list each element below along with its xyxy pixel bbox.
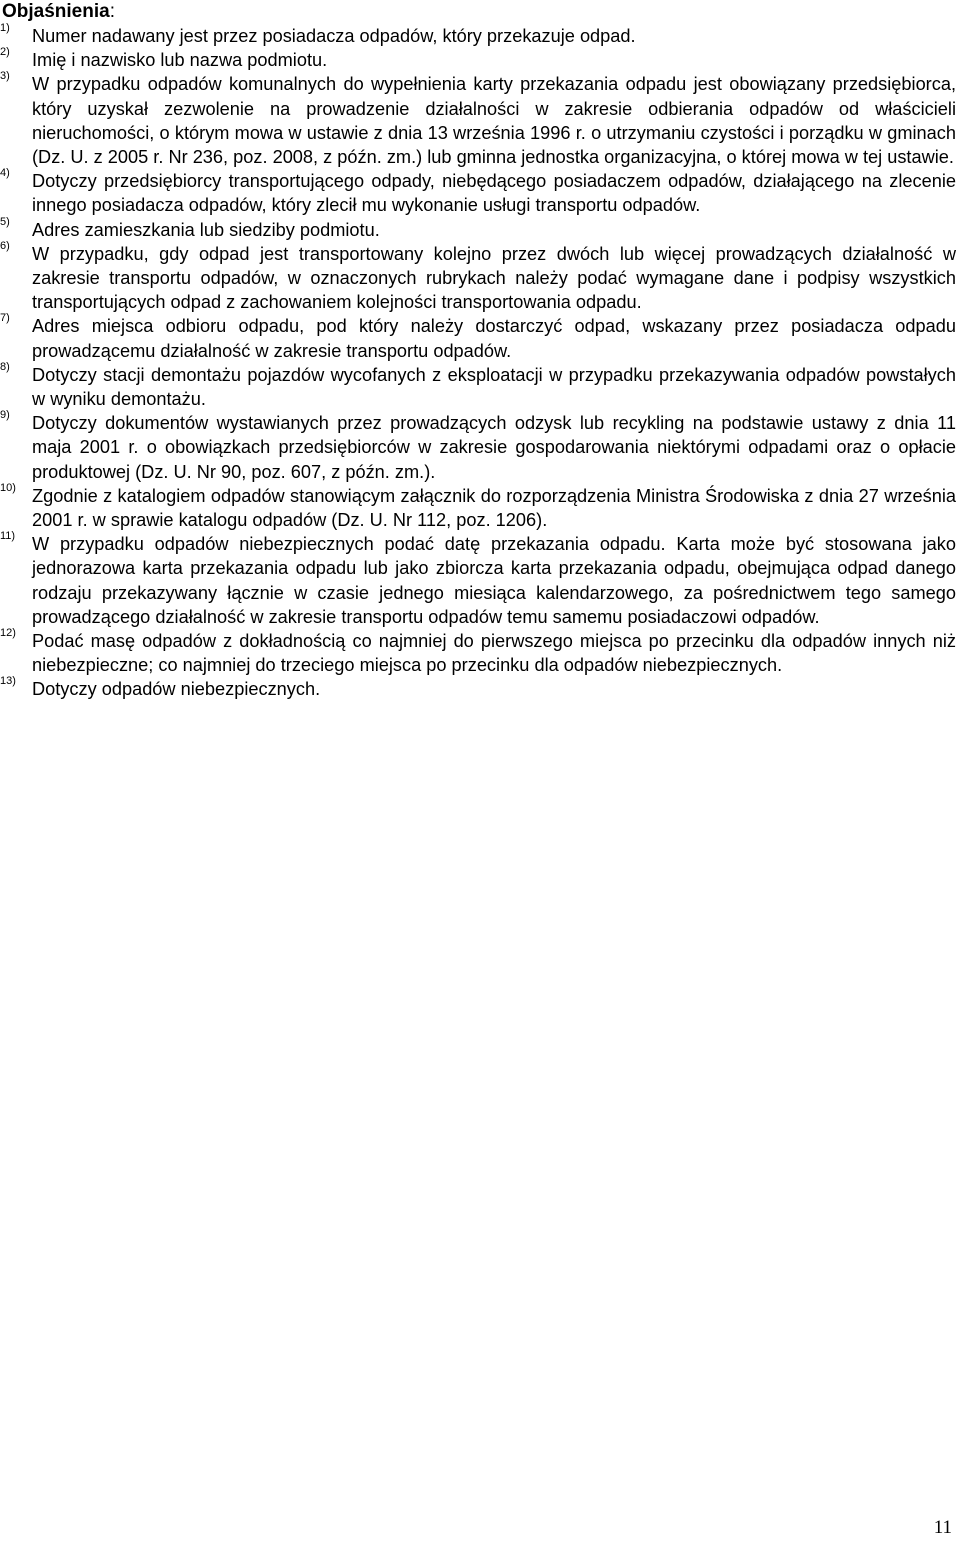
footnote-text: Zgodnie z katalogiem odpadów stanowiącym załącznik do rozporządzenia Ministra Środowiska z dnia 27 września 2001 r. w sprawie katalogu odpadów (Dz. U. Nr 112, poz. 1206). <box>32 485 956 531</box>
footnote-9 <box>0 411 956 484</box>
footnote-number: 8) <box>0 360 10 373</box>
footnote-text: Dotyczy dokumentów wystawianych przez prowadzących odzysk lub recykling na podstawie ustawy z dnia 11 maja 2001 r. o obowiązkach przedsiębiorców w zakresie gospodarowania niektórymi odpadami oraz o opłacie produktowej (Dz. U. Nr 90, poz. 607, z późn. zm.). <box>32 413 956 482</box>
footnote-5 <box>0 215 956 242</box>
footnote-number: 3) <box>0 70 10 83</box>
footnote-number: 9) <box>0 409 10 422</box>
footnote-1 <box>0 24 956 48</box>
footnote-text: Dotyczy odpadów niebezpiecznych. <box>32 679 321 700</box>
footnote-6 <box>0 239 956 315</box>
footnote-number: 4) <box>0 167 10 180</box>
footnote-3 <box>0 72 956 169</box>
heading-colon: : <box>109 1 115 22</box>
footnote-7 <box>0 314 956 362</box>
footnote-number: 12) <box>0 627 16 640</box>
footnote-number: 7) <box>0 312 10 325</box>
footnote-12 <box>0 629 956 677</box>
footnote-number: 13) <box>0 675 16 688</box>
footnotes-list <box>0 24 960 702</box>
footnote-text: Adres miejsca odbioru odpadu, pod który należy dostarczyć odpad, wskazany przez posiadacza odpadu prowadzącemu działalność w zakresie transportu odpadów. <box>32 316 956 361</box>
page-number: 11 <box>933 1517 952 1538</box>
footnote-number: 11) <box>0 530 16 543</box>
footnote-11 <box>0 532 956 629</box>
footnote-text: Podać masę odpadów z dokładnością co najmniej do pierwszego miejsca po przecinku dla odpadów innych niż niebezpieczne; co najmniej do trzeciego miejsca po przecinku dla odpadów niebezpiecznych. <box>32 631 956 676</box>
footnote-text: W przypadku, gdy odpad jest transportowany kolejno przez dwóch lub więcej prowadzących działalność w zakresie transportu odpadów, w oznaczonych rubrykach należy podać wymagane dane i podpisy wszystkich transportujących odpad z zachowaniem kolejności transportowania odpadu. <box>32 243 956 313</box>
footnote-2 <box>0 48 956 72</box>
footnote-text: Dotyczy przedsiębiorcy transportującego odpady, niebędącego posiadaczem odpadów, działającego na zlecenie innego posiadacza odpadów, który zlecił mu wykonanie usługi transportu odpadów. <box>32 171 956 216</box>
footnote-number: 5) <box>0 215 10 228</box>
footnote-number: 10) <box>0 481 16 494</box>
footnote-8 <box>0 360 956 411</box>
footnote-number: 1) <box>0 22 10 34</box>
footnote-10 <box>0 481 956 532</box>
footnote-text: Imię i nazwisko lub nazwa podmiotu. <box>32 50 328 71</box>
footnote-text: W przypadku odpadów niebezpiecznych podać datę przekazania odpadu. Karta może być stosowana jako jednorazowa karta przekazania odpadu lub jako zbiorcza karta przekazania odpadu, obejmująca odpad danego rodzaju przekazywany łącznie w czasie jednego miesiąca kalendarzowego, za pośrednictwem tego samego prowadzącego działalność w zakresie transportu odpadów temu samemu posiadaczowi odpadów. <box>32 534 956 627</box>
footnote-text: Dotyczy stacji demontażu pojazdów wycofanych z eksploatacji w przypadku przekazywania odpadów powstałych w wyniku demontażu. <box>32 364 956 410</box>
heading-title: Objaśnienia <box>2 1 110 22</box>
footnote-text: W przypadku odpadów komunalnych do wypełnienia karty przekazania odpadu jest obowiązany przedsiębiorca, który uzyskał zezwolenie na prowadzenie działalności w zakresie odbierania odpadów od właścicieli nieruchomości, o którym mowa w ustawie z dnia 13 września 1996 r. o utrzymaniu czystości i porządku w gminach (Dz. U. z 2005 r. Nr 236, poz. 2008, z późn. zm.) lub gminna jednostka organizacyjna, o której mowa w tej ustawie. <box>32 74 956 168</box>
footnote-number: 6) <box>0 239 10 252</box>
page-heading <box>2 0 115 24</box>
footnote-number: 2) <box>0 46 10 59</box>
footnote-text: Numer nadawany jest przez posiadacza odpadów, który przekazuje odpad. <box>32 26 636 46</box>
footnote-4 <box>0 169 956 217</box>
footnote-13 <box>0 677 956 701</box>
footnote-text: Adres zamieszkania lub siedziby podmiotu. <box>32 219 380 240</box>
